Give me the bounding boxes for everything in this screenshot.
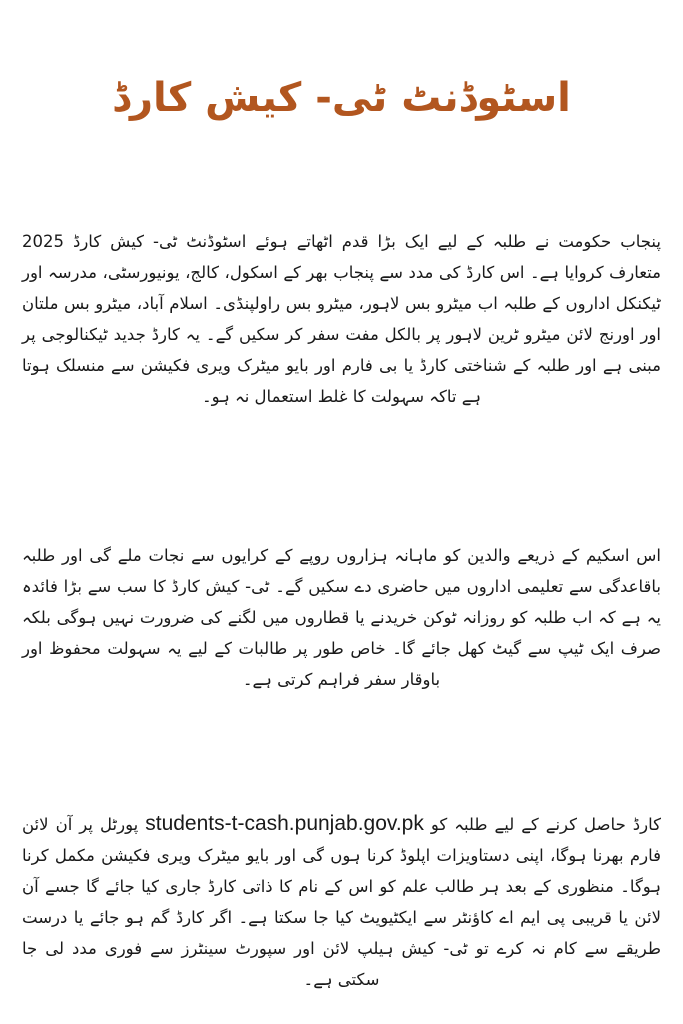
paragraph-apply [22,808,661,995]
portal-url: students-t-cash.punjab.gov.pk [145,812,424,835]
apply-text-after: پورٹل پر آن لائن فارم بھرنا ہوگا، اپنی دستاویزات اپلوڈ کرنا ہوں گی اور بایو میٹرک ویری فکیشن مکمل کرنا ہوگا۔ منظوری کے بعد ہر طالب علم کو اس کے نام کا ذاتی کارڈ جاری کیا جائے گا جسے آن لائن یا قریبی پی ایم اے کاؤنٹر سے ایکٹیویٹ کیا جا سکتا ہے۔ اگر کارڈ گم ہو جائے یا درست طریقے سے کام نہ کرے تو ٹی- کیش ہیلپ لائن اور سپورٹ سینٹرز سے فوری مدد لی جا سکتی ہے۔ [22,815,661,989]
apply-text-before: کارڈ حاصل کرنے کے لیے طلبہ کو [430,815,661,834]
paragraph-benefits: اس اسکیم کے ذریعے والدین کو ماہانہ ہزاروں روپے کے کرایوں سے نجات ملے گی اور طلبہ باقاعدگی سے تعلیمی اداروں میں حاضری دے سکیں گے۔ ٹی- کیش کارڈ کا سب سے بڑا فائدہ یہ ہے کہ اب طلبہ کو روزانہ ٹوکن خریدنے یا قطاروں میں لگنے کی ضرورت نہیں ہوگی بلکہ صرف ایک ٹیپ سے گیٹ کھل جائے گا۔ خاص طور پر طالبات کے لیے یہ سہولت محفوظ اور باوقار سفر فراہم کرتی ہے۔ [22,546,661,689]
paragraph-intro: پنجاب حکومت نے طلبہ کے لیے ایک بڑا قدم اٹھاتے ہوئے اسٹوڈنٹ ٹی- کیش کارڈ 2025 متعارف کروایا ہے۔ اس کارڈ کی مدد سے پنجاب بھر کے اسکول، کالج، یونیورسٹی، مدرسہ اور ٹیکنکل اداروں کے طلبہ اب میٹرو بس لاہور، میٹرو بس راولپنڈی۔ اسلام آباد، میٹرو بس ملتان اور اورنج لائن میٹرو ٹرین لاہور پر بالکل مفت سفر کر سکیں گے۔ یہ کارڈ جدید ٹیکنالوجی پر مبنی ہے اور طلبہ کے شناختی کارڈ یا بی فارم اور بایو میٹرک ویری فکیشن سے منسلک ہوتا ہے تاکہ سہولت کا غلط استعمال نہ ہو۔ [22,232,661,406]
page-title: اسٹوڈنٹ ٹی- کیش کارڈ [112,74,571,121]
